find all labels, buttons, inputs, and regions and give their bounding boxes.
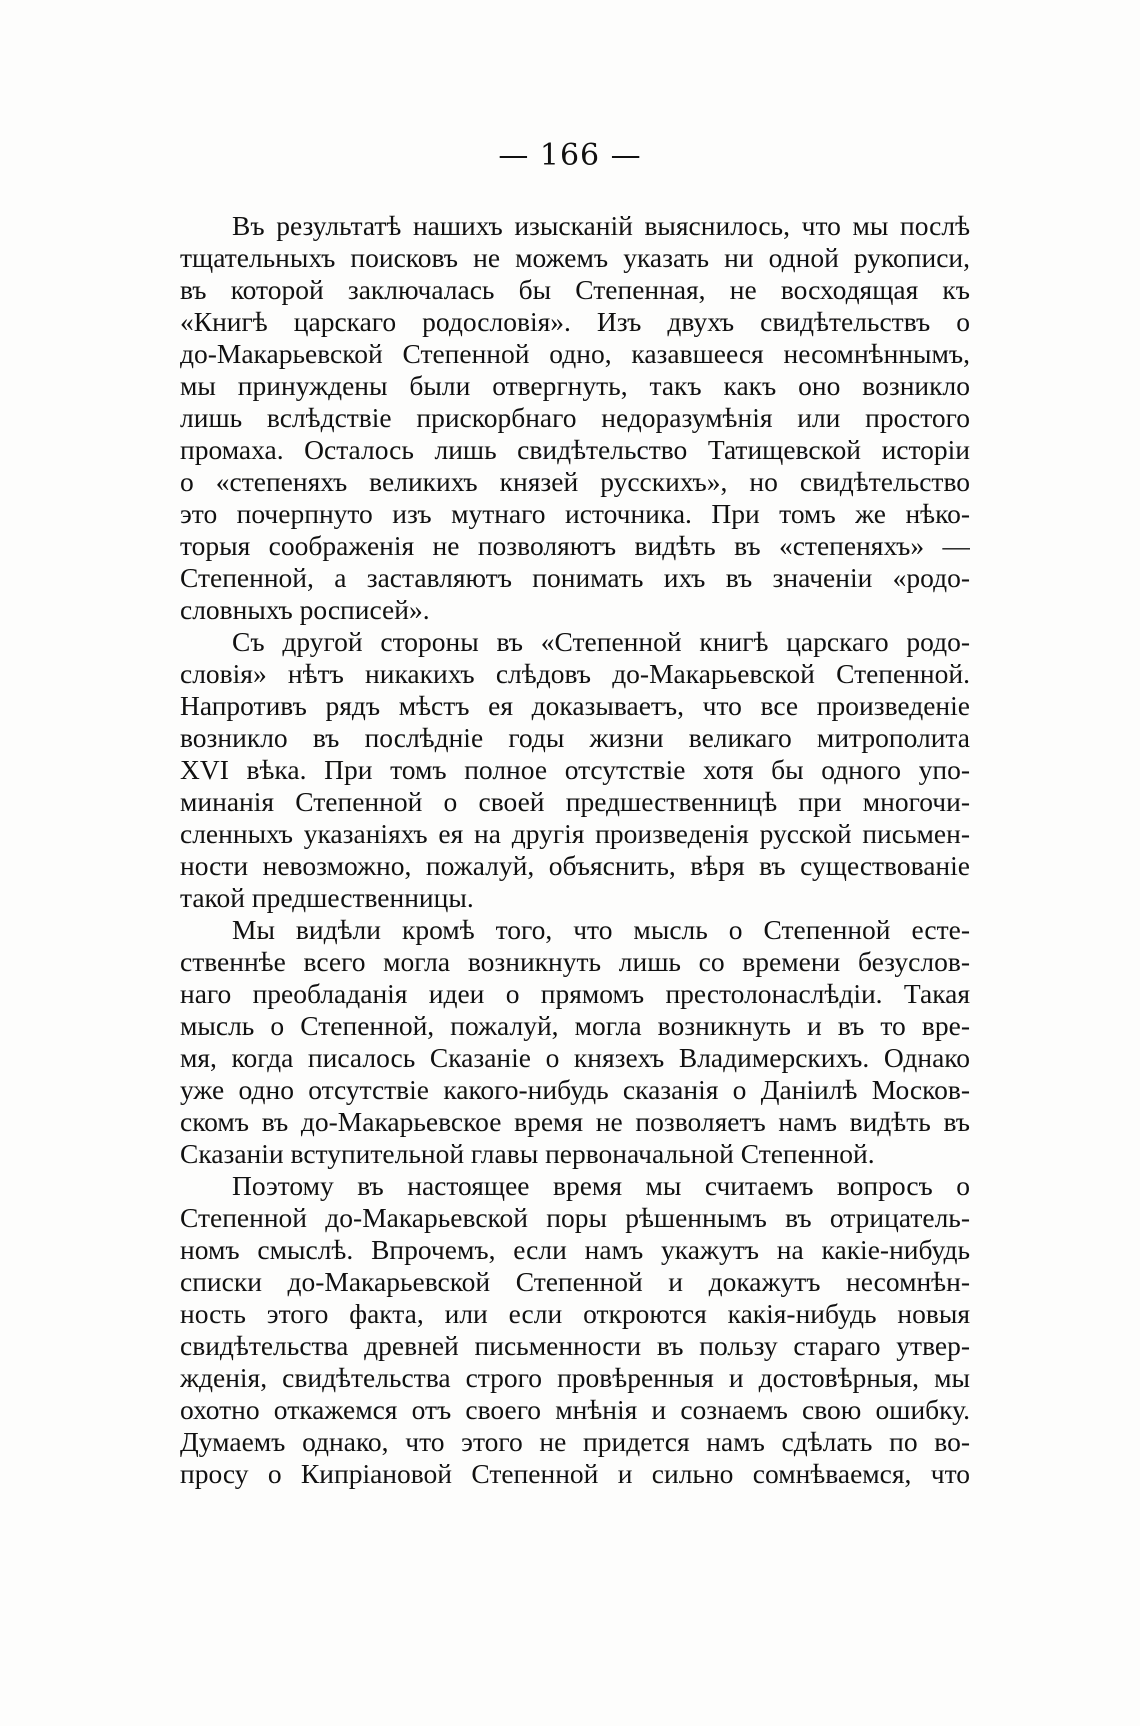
paragraph-3 [180, 914, 970, 1170]
text-line: XVI вѣка. При томъ полное отсутствіе хотя бы одного упо- [180, 754, 970, 785]
text-line: торыя соображенія не позволяютъ видѣть въ «степеняхъ» — [180, 530, 970, 561]
text-line: до-Макарьевской Степенной одно, казавшееся несомнѣннымъ, [180, 338, 970, 369]
page-number: — 166 — [498, 138, 642, 173]
text-line: лишь вслѣдствіе прискорбнаго недоразумѣнія или простого [180, 402, 970, 433]
text-line: Съ другой стороны въ «Степенной книгѣ царскаго родо- [232, 626, 970, 657]
text-line: наго преобладанія идеи о прямомъ престолонаслѣдіи. Такая [180, 978, 970, 1009]
text-line: ности невозможно, пожалуй, объяснить, вѣря въ существованіе [180, 850, 970, 881]
text-line: Степенной, а заставляютъ понимать ихъ въ значеніи «родо- [180, 562, 970, 593]
text-line: словныхъ росписей». [180, 594, 430, 625]
text-line: жденія, свидѣтельства строго провѣренныя и достовѣрныя, мы [180, 1362, 970, 1393]
text-line: промаха. Осталось лишь свидѣтельство Татищевской исторіи [180, 434, 970, 465]
text-line: уже одно отсутствіе какого-нибудь сказанія о Даніилѣ Москов- [180, 1074, 970, 1105]
text-line: просу о Кипріановой Степенной и сильно сомнѣваемся, что [180, 1458, 970, 1489]
text-line: мя, когда писалось Сказаніе о князехъ Владимерскихъ. Однако [180, 1042, 970, 1073]
text-line: ственнѣе всего могла возникнуть лишь со времени безуслов- [180, 946, 970, 977]
text-line: скомъ въ до-Макарьевское время не позволяетъ намъ видѣть въ [180, 1106, 970, 1137]
text-line: Думаемъ однако, что этого не придется намъ сдѣлать по во- [180, 1426, 970, 1457]
text-line: Поэтому въ настоящее время мы считаемъ вопросъ о [232, 1170, 970, 1201]
text-line: «Книгѣ царскаго родословія». Изъ двухъ свидѣтельствъ о [180, 306, 970, 337]
text-line: Сказаніи вступительной главы первоначальной Степенной. [180, 1138, 875, 1169]
text-line: списки до-Макарьевской Степенной и докажутъ несомнѣн- [180, 1266, 970, 1297]
text-line: въ которой заключалась бы Степенная, не восходящая къ [180, 274, 970, 305]
text-line: такой предшественницы. [180, 882, 474, 913]
text-line: номъ смыслѣ. Впрочемъ, если намъ укажутъ на какіе-нибудь [180, 1234, 970, 1265]
text-line: Въ результатѣ нашихъ изысканій выяснилось, что мы послѣ [232, 210, 970, 241]
text-line: охотно откажемся отъ своего мнѣнія и сознаемъ свою ошибку. [180, 1394, 970, 1425]
text-line: минанія Степенной о своей предшественницѣ при многочи- [180, 786, 970, 817]
text-line: мысль о Степенной, пожалуй, могла возникнуть и въ то вре- [180, 1010, 970, 1041]
text-line: Степенной до-Макарьевской поры рѣшеннымъ въ отрицатель- [180, 1202, 970, 1233]
text-line: это почерпнуто изъ мутнаго источника. При томъ же нѣко- [180, 498, 970, 529]
paragraph-2 [180, 626, 970, 914]
text-line: ность этого факта, или если откроются какія-нибудь новыя [180, 1298, 970, 1329]
text-line: словія» нѣтъ никакихъ слѣдовъ до-Макарьевской Степенной. [180, 658, 970, 689]
body-text [180, 210, 970, 1490]
text-line: мы принуждены были отвергнуть, такъ какъ оно возникло [180, 370, 970, 401]
text-line: Мы видѣли кромѣ того, что мысль о Степенной есте- [232, 914, 970, 945]
text-line: Напротивъ рядъ мѣстъ ея доказываетъ, что все произведеніе [180, 690, 970, 721]
text-line: о «степеняхъ великихъ князей русскихъ», но свидѣтельство [180, 466, 970, 497]
text-line: свидѣтельства древней письменности въ пользу стараго утвер- [180, 1330, 970, 1361]
paragraph-4 [180, 1170, 970, 1490]
text-line: возникло въ послѣдніе годы жизни великаго митрополита [180, 722, 970, 753]
text-line: тщательныхъ поисковъ не можемъ указать ни одной рукописи, [180, 242, 970, 273]
text-line: сленныхъ указаніяхъ ея на другія произведенія русской письмен- [180, 818, 970, 849]
paragraph-1 [180, 210, 970, 626]
